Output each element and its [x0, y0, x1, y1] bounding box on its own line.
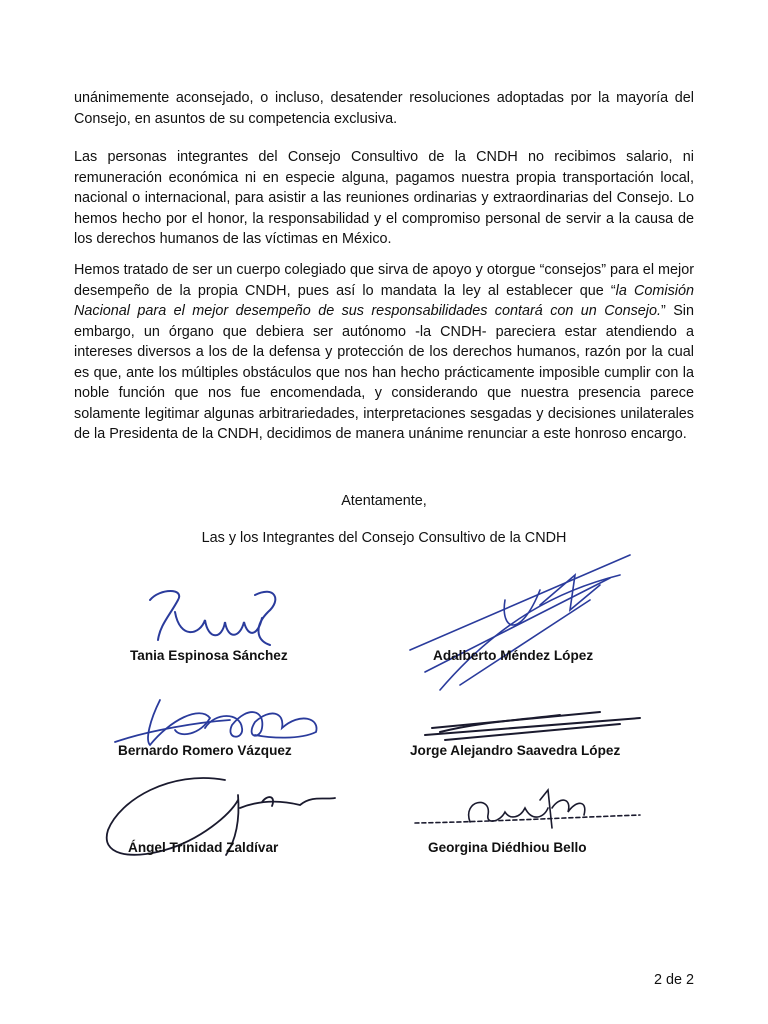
signatory-name-bernardo: Bernardo Romero Vázquez [118, 743, 292, 758]
signature-georgina [415, 790, 640, 828]
signature-tania [150, 591, 275, 645]
paragraph-no-salary: Las personas integrantes del Consejo Consultivo de la CNDH no recibimos salario, ni remuneración económica ni en especie alguna, pagamos nuestra propia transportación local, nacional o internacional, para asistir a las reuniones ordinarias y extraordinarias del Consejo. Lo hemos hecho por el honor, la responsabilidad y el compromiso personal de servir a la causa de los derechos humanos de las víctimas en México. [74, 149, 694, 247]
signatory-name-adalberto: Adalberto Méndez López [433, 648, 594, 663]
signatory-name-angel: Ángel Trinidad Zaldívar [128, 840, 279, 855]
signature-jorge [425, 712, 640, 740]
paragraph-continuation: unánimemente aconsejado, o incluso, desatender resoluciones adoptadas por la mayoría del Consejo, en asuntos de su competencia exclusiva. [74, 90, 694, 127]
closing-salutation: Atentamente, [341, 493, 427, 509]
signatory-name-georgina: Georgina Diédhiou Bello [428, 840, 587, 855]
law-quote: la Comisión Nacional para el mejor desempeño de sus responsabilidades contará con un Consejo. [74, 282, 695, 319]
paragraph-resignation: Hemos tratado de ser un cuerpo colegiado que sirva de apoyo y otorgue “consejos” para el mejor desempeño de la propia CNDH, pues así lo mandata la ley al establecer que “la Comisión Nacional para el mejor desempeño de sus responsabilidades contará con un Consejo.” Sin embargo, un órgano que debiera ser autónomo -la CNDH- pareciera estar atendiendo a intereses diversos a los de la defensa y protección de los derechos humanos, razón por la cual es que, ante los múltiples obstáculos que nos han hecho prácticamente imposible cumplir con la noble función que nos fue encomendada, y considerando que nuestra presencia parece solamente legitimar algunas arbitrariedades, interpretaciones sesgadas y decisiones unilaterales de la Presidenta de la CNDH, decidimos de manera unánime renunciar a este honroso encargo. [74, 262, 695, 442]
page-number: 2 de 2 [653, 972, 694, 988]
signature-bernardo [115, 700, 317, 745]
council-line: Las y los Integrantes del Consejo Consultivo de la CNDH [201, 530, 567, 546]
signatory-name-tania: Tania Espinosa Sánchez [130, 648, 288, 663]
signature-adalberto [410, 555, 630, 690]
signatory-name-jorge: Jorge Alejandro Saavedra López [410, 743, 621, 758]
